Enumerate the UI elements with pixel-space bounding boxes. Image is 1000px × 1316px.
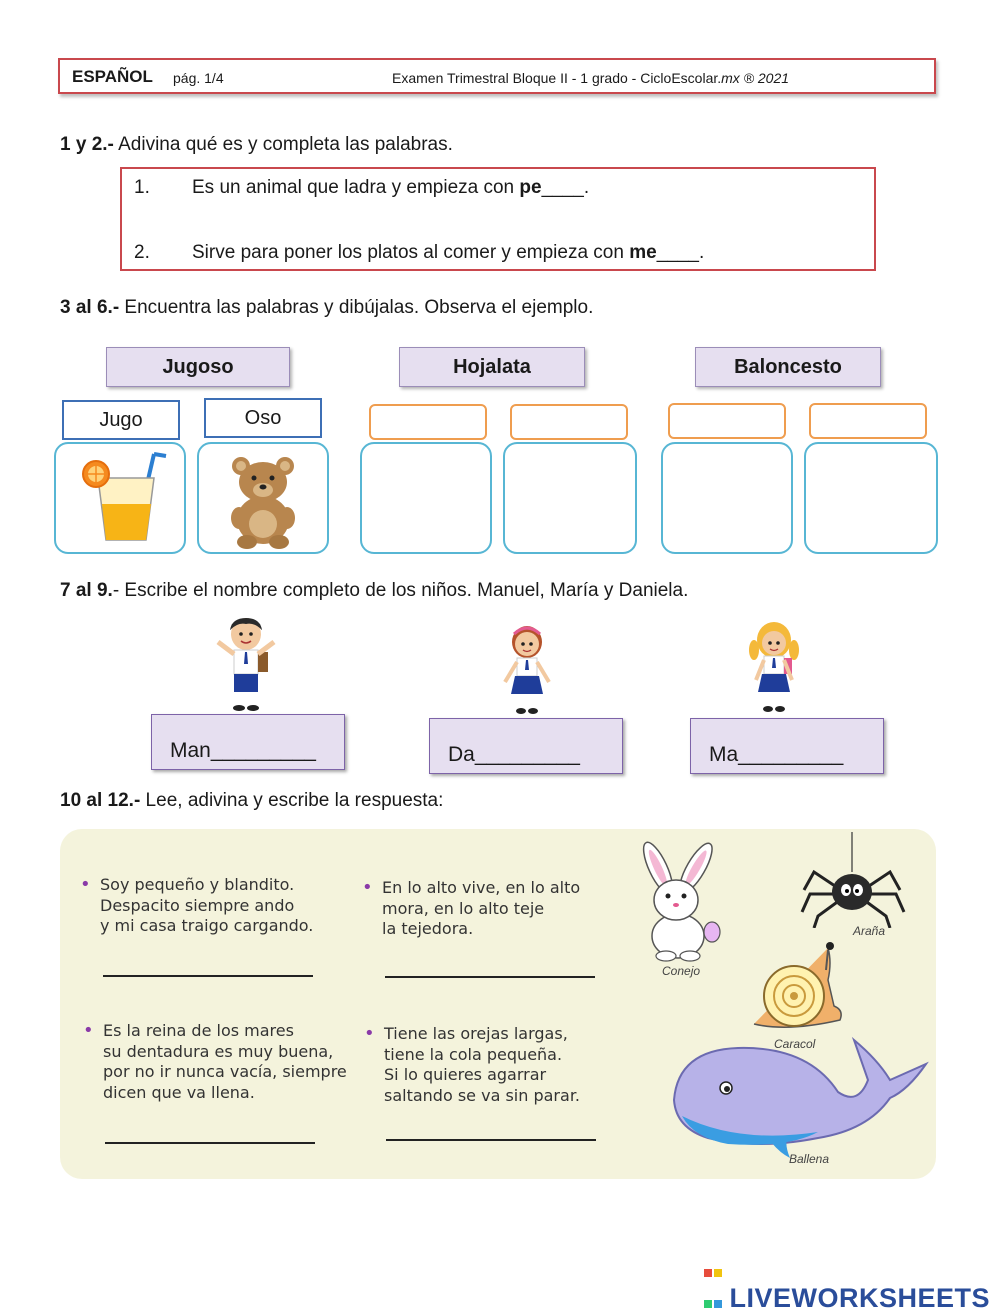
girl-student-brown-hair-icon xyxy=(497,622,557,718)
girl-student-blonde-hair-icon xyxy=(744,618,804,718)
answer-blank-2[interactable]: ____. xyxy=(656,242,705,263)
subject-label: ESPAÑOL xyxy=(72,67,153,86)
answer-line[interactable] xyxy=(105,1142,315,1144)
page-number: pág. 1/4 xyxy=(173,70,224,86)
name-answer-box[interactable]: Da_________ xyxy=(429,718,623,774)
answer-part-box[interactable] xyxy=(369,404,487,440)
riddle-snail: • Soy pequeño y blandito. Despacito siempre ando y mi casa traigo cargando. xyxy=(80,874,314,935)
caption-rabbit: Conejo xyxy=(662,964,701,978)
juice-glass-icon xyxy=(56,444,184,552)
drawing-box[interactable] xyxy=(503,442,637,554)
drawing-box[interactable] xyxy=(661,442,793,554)
liveworksheets-logo: LIVEWORKSHEETS xyxy=(703,1254,990,1314)
answer-part-box[interactable] xyxy=(510,404,628,440)
word-hojalata: Hojalata xyxy=(399,347,585,387)
name-answer-box[interactable]: Man_________ xyxy=(151,714,345,770)
riddle-rabbit: • Tiene las orejas largas, tiene la cola pequeña. Si lo quieres agarrar saltando se va sin parar. xyxy=(364,1023,581,1105)
drawing-box[interactable] xyxy=(804,442,938,554)
exam-header xyxy=(58,58,936,94)
answer-part-box[interactable] xyxy=(668,403,786,439)
answer-blank-1[interactable]: ____. xyxy=(541,177,590,198)
rabbit-icon xyxy=(628,838,728,968)
question-10-title: 10 al 12.- Lee, adivina y escribe la respuesta: xyxy=(60,790,444,811)
answer-line[interactable] xyxy=(385,976,595,978)
exam-title: Examen Trimestral Bloque II - 1 grado - CicloEscolar.mx ® 2021 xyxy=(392,70,790,86)
word-jugoso: Jugoso xyxy=(106,347,290,387)
question-7-title: 7 al 9.- Escribe el nombre completo de los niños. Manuel, María y Daniela. xyxy=(60,580,689,601)
example-part-jugo: Jugo xyxy=(62,400,180,440)
question-1-title: 1 y 2.- Adivina qué es y completa las palabras. xyxy=(60,134,453,155)
whale-icon xyxy=(668,1020,930,1160)
riddle-item-2: 2. Sirve para poner los platos al comer y empieza con me____. xyxy=(134,242,705,263)
riddle-item-1: 1. Es un animal que ladra y empieza con pe____. xyxy=(134,177,590,198)
teddy-bear-icon xyxy=(199,444,327,552)
example-image-box-juice xyxy=(54,442,186,554)
answer-line[interactable] xyxy=(103,975,313,977)
caption-whale: Ballena xyxy=(789,1152,830,1166)
boy-student-icon xyxy=(208,612,284,714)
logo-mark-icon xyxy=(703,1254,725,1276)
drawing-box[interactable] xyxy=(360,442,492,554)
name-answer-box[interactable]: Ma_________ xyxy=(690,718,884,774)
caption-snail: Caracol xyxy=(774,1037,816,1051)
answer-line[interactable] xyxy=(386,1139,596,1141)
riddle-spider: • En lo alto vive, en lo alto mora, en lo alto teje la tejedora. xyxy=(362,877,581,938)
example-image-box-bear xyxy=(197,442,329,554)
example-part-oso: Oso xyxy=(204,398,322,438)
answer-part-box[interactable] xyxy=(809,403,927,439)
riddle-whale: • Es la reina de los mares su dentadura es muy buena, por no ir nunca vacía, siempre dicen que va llena. xyxy=(83,1020,347,1102)
spider-icon xyxy=(800,832,910,928)
question-3-title: 3 al 6.- Encuentra las palabras y dibújalas. Observa el ejemplo. xyxy=(60,297,594,318)
caption-spider: Araña xyxy=(853,924,886,938)
word-baloncesto: Baloncesto xyxy=(695,347,881,387)
